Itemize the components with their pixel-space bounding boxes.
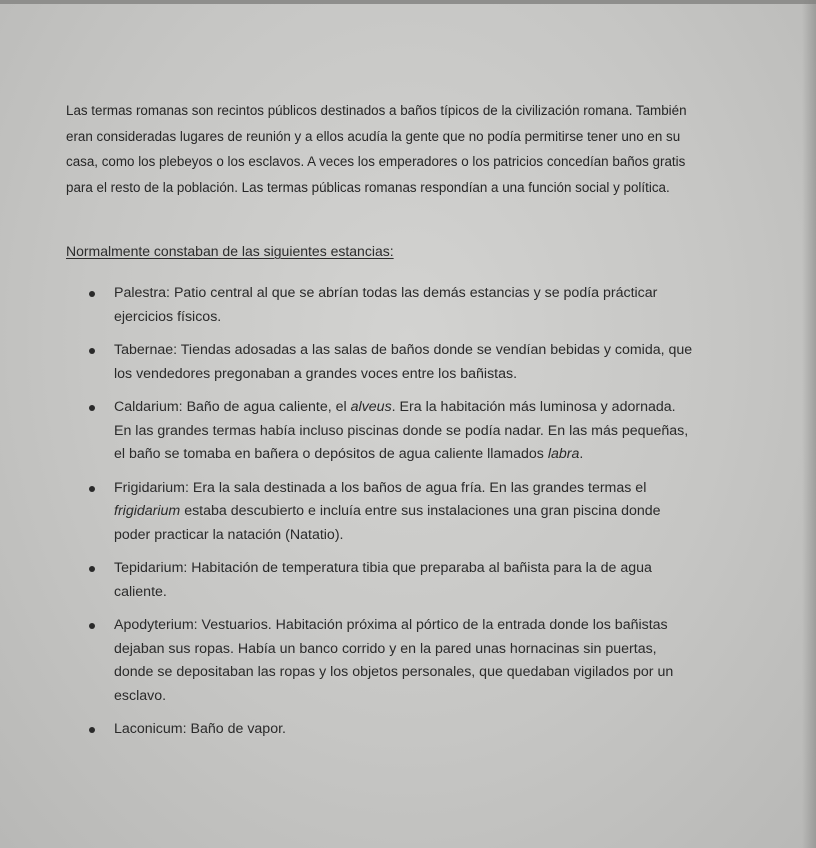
list-item-tabernae	[66, 339, 696, 386]
item-text: Baño de vapor.	[190, 721, 286, 737]
item-label: Caldarium:	[114, 399, 183, 415]
bullet-icon	[89, 566, 95, 572]
bullet-icon	[89, 486, 95, 492]
item-text: Patio central al que se abrían todas las demás estancias y se podía prácticar ejercicios físicos.	[114, 285, 658, 325]
item-text: Tiendas adosadas a las salas de baños donde se vendían bebidas y comida, que los vendedores pregonaban a grandes voces entre los bañistas.	[114, 342, 693, 382]
item-text: .	[579, 446, 584, 462]
bullet-icon	[89, 623, 95, 629]
bullet-icon	[89, 405, 95, 411]
intro-paragraph: Las termas romanas son recintos públicos destinados a baños típicos de la civilización romana. También eran consideradas lugares de reunión y a ellos acudía la gente que no podía permitirse tener uno en su casa, como los plebeyos o los esclavos. A veces los emperadores o los patricios concedían baños gratis para el resto de la población. Las termas públicas romanas respondían a una función social y política.	[66, 103, 687, 195]
list-item-apodyterium	[66, 614, 696, 708]
item-italic-term: labra	[547, 446, 580, 462]
item-label: Palestra:	[114, 285, 170, 301]
list-item-caldarium	[66, 396, 696, 467]
section-heading: Normalmente constaban de las siguientes estancias:	[66, 243, 394, 259]
item-text: . Era la habitación más luminosa y adornada. En las grandes termas había incluso piscinas donde se podía nadar. En las más pequeñas, el baño se tomaba en bañera o depósitos de agua caliente llamados	[114, 399, 689, 462]
item-label: Laconicum:	[114, 721, 187, 737]
bullet-icon	[89, 727, 95, 733]
item-text: Habitación de temperatura tibia que preparaba al bañista para la de agua caliente.	[114, 560, 652, 600]
item-text: Era la sala destinada a los baños de agua fría. En las grandes termas el	[192, 479, 647, 496]
item-label: Tepidarium:	[114, 560, 188, 576]
document-page	[66, 98, 696, 752]
list-item-frigidarium	[66, 477, 696, 548]
bullet-icon	[89, 348, 95, 354]
item-text: Baño de agua caliente, el	[186, 399, 347, 415]
item-label: Frigidarium:	[114, 479, 189, 496]
item-label: Apodyterium:	[114, 617, 198, 633]
list-item-tepidarium	[66, 557, 696, 604]
bullet-icon	[89, 291, 95, 297]
page-top-edge	[0, 0, 816, 4]
item-text: Vestuarios. Habitación próxima al pórtico de la entrada donde los bañistas dejaban sus ropas. Había un banco corrido y en la pared unas hornacinas sin puertas, donde se depositaban las ropas y los objetos personales, que quedaban vigilados por un esclavo.	[114, 617, 674, 704]
page-right-shadow	[802, 0, 816, 848]
item-italic-term: alveus	[350, 399, 392, 415]
rooms-list	[66, 282, 696, 742]
item-label: Tabernae:	[114, 342, 178, 358]
list-item-laconicum	[66, 718, 696, 742]
item-italic-term: frigidarium	[114, 503, 181, 519]
list-item-palestra	[66, 282, 696, 329]
item-text: estaba descubierto e incluía entre sus instalaciones una gran piscina donde poder practicar la natación (Natatio).	[114, 503, 661, 543]
